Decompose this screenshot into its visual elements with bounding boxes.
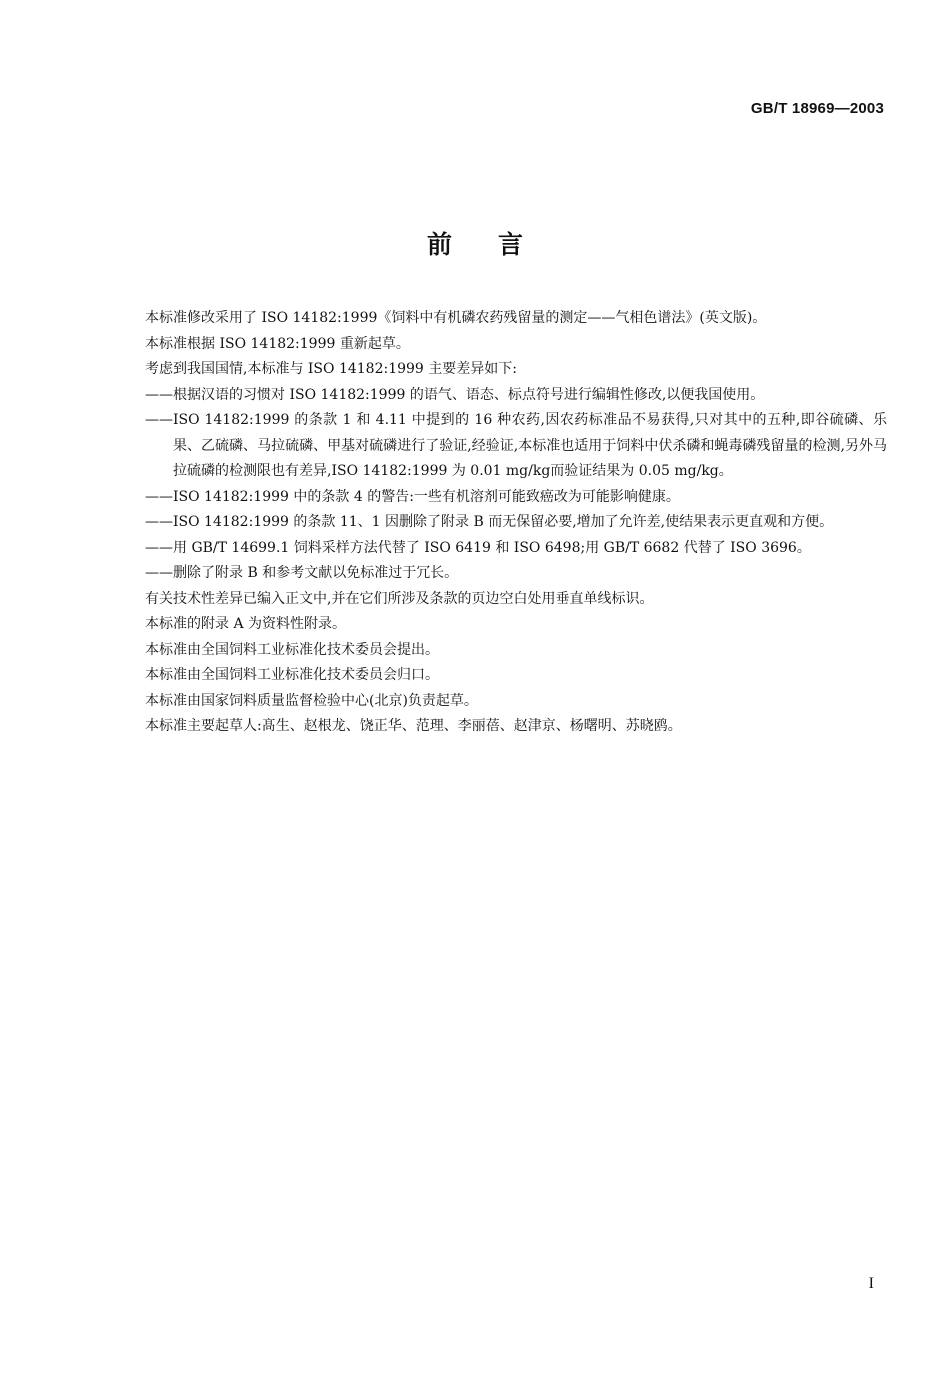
paragraph-drafted-by: 本标准由国家饲料质量监督检验中心(北京)负责起草。 [145,692,478,709]
paragraph-marginal-marking: 有关技术性差异已编入正文中,并在它们所涉及条款的页边空白处用垂直单线标识。 [145,590,654,607]
paragraph-proposed-by: 本标准由全国饲料工业标准化技术委员会提出。 [145,641,439,658]
paragraph-centralized-by: 本标准由全国饲料工业标准化技术委员会归口。 [145,667,439,683]
dash-marker: —— [145,488,173,505]
difference-item [145,510,887,536]
page-title: 前言 [426,230,569,259]
dash-marker: —— [145,386,173,403]
difference-text: 删除了附录 B 和参考文献以免标准过于冗长。 [173,565,459,581]
paragraph-differences-intro: 考虑到我国国情,本标准与 ISO 14182:1999 主要差异如下: [145,361,517,377]
difference-item [145,408,887,485]
difference-text: 根据汉语的习惯对 ISO 14182:1999 的语气、语态、标点符号进行编辑性修改,以便我国使用。 [173,386,765,403]
difference-text: ISO 14182:1999 的条款 1 和 4.11 中提到的 16 种农药,因农药标准品不易获得,只对其中的五种,即谷硫磷、乐果、乙硫磷、马拉硫磷、甲基对硫磷进行了验证,经验证,本标准也适用于饲料中伏杀磷和蝇毒磷残留量的检测,另外马拉硫磷的检测限也有差异,ISO 14182:1999 为 0.01 mg/kg而验证结果为 0.05 mg/kg。 [173,412,887,479]
dash-marker: —— [145,565,173,581]
foreword-body [145,306,887,740]
page-number: I [868,1275,874,1292]
dash-marker: —— [145,412,173,428]
paragraph-adoption: 本标准修改采用了 ISO 14182:1999《饲料中有机磷农药残留量的测定——气相色谱法》(英文版)。 [145,310,767,326]
difference-text: ISO 14182:1999 的条款 11、1 因删除了附录 B 而无保留必要,增加了允许差,使结果表示更直观和方便。 [173,514,834,530]
standard-number: GB/T 18969—2003 [750,100,884,117]
difference-item [145,383,887,409]
paragraph-annex: 本标准的附录 A 为资料性附录。 [145,616,347,632]
difference-item [145,561,887,587]
dash-marker: —— [145,514,173,530]
difference-text: ISO 14182:1999 中的条款 4 的警告:一些有机溶剂可能致癌改为可能影响健康。 [173,488,680,505]
paragraph-redrafting: 本标准根据 ISO 14182:1999 重新起草。 [145,335,410,352]
paragraph-drafters: 本标准主要起草人:髙生、赵根龙、饶正华、范理、李丽蓓、赵津京、杨曙明、苏晓鸥。 [145,718,682,734]
difference-text: 用 GB/T 14699.1 饲料采样方法代替了 ISO 6419 和 ISO 6498;用 GB/T 6682 代替了 ISO 3696。 [173,539,811,556]
difference-item [145,485,887,511]
dash-marker: —— [145,539,173,556]
difference-item [145,536,887,562]
